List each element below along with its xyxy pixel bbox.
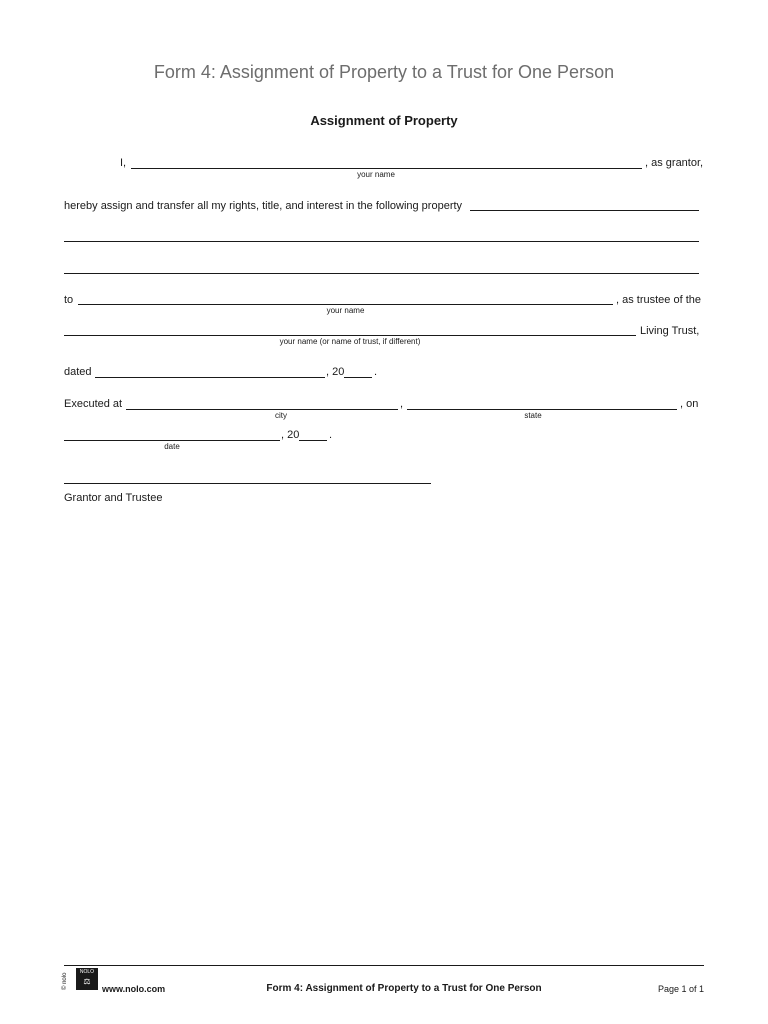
state-caption: state bbox=[524, 411, 542, 420]
scales-icon: ⚖ bbox=[83, 977, 91, 986]
grantor-prefix: I, bbox=[120, 157, 127, 169]
footer-url[interactable]: www.nolo.com bbox=[102, 984, 166, 994]
date-caption: date bbox=[164, 442, 180, 451]
city-caption: city bbox=[275, 411, 287, 420]
property-line-3[interactable] bbox=[64, 273, 699, 274]
state-line[interactable] bbox=[407, 409, 677, 410]
page-number: Page 1 of 1 bbox=[657, 984, 704, 994]
grantor-name-line[interactable] bbox=[131, 168, 642, 169]
grantor-name-caption: your name bbox=[357, 170, 395, 179]
grantor-suffix: , as grantor, bbox=[645, 157, 704, 169]
signature-caption: Grantor and Trustee bbox=[64, 492, 163, 504]
executed-on: , on bbox=[680, 398, 699, 410]
date-year-line[interactable] bbox=[299, 440, 327, 441]
city-line[interactable] bbox=[126, 409, 398, 410]
trust-name-caption: your name (or name of trust, if different) bbox=[279, 337, 421, 346]
dated-year-prefix: , 20 bbox=[326, 366, 345, 378]
signature-line[interactable] bbox=[64, 483, 431, 484]
executed-comma: , bbox=[400, 398, 404, 410]
property-line-2[interactable] bbox=[64, 241, 699, 242]
dated-line[interactable] bbox=[95, 377, 325, 378]
dated-end: . bbox=[374, 366, 378, 378]
date-end: . bbox=[329, 429, 333, 441]
footer-title: Form 4: Assignment of Property to a Trust for One Person bbox=[266, 983, 542, 994]
form-subtitle: Assignment of Property bbox=[310, 113, 458, 128]
date-year-prefix: , 20 bbox=[281, 429, 300, 441]
trustee-name-caption: your name bbox=[326, 306, 365, 315]
living-trust-label: Living Trust, bbox=[640, 325, 700, 337]
trustee-name-line[interactable] bbox=[78, 304, 613, 305]
form-title: Form 4: Assignment of Property to a Trust for One Person bbox=[153, 62, 615, 82]
trust-name-line[interactable] bbox=[64, 335, 636, 336]
dated-label: dated bbox=[64, 366, 92, 378]
nolo-logo-text: NOLO bbox=[79, 969, 95, 975]
executed-label: Executed at bbox=[64, 398, 123, 410]
copyright-mark: © nolo bbox=[62, 972, 68, 990]
date-line[interactable] bbox=[64, 440, 280, 441]
trustee-prefix: to bbox=[64, 294, 74, 306]
dated-year-line[interactable] bbox=[344, 377, 372, 378]
trustee-suffix: , as trustee of the bbox=[616, 294, 701, 306]
footer-rule bbox=[64, 965, 704, 966]
assign-statement: hereby assign and transfer all my rights, title, and interest in the following property bbox=[64, 200, 463, 212]
property-line-1[interactable] bbox=[470, 210, 699, 211]
